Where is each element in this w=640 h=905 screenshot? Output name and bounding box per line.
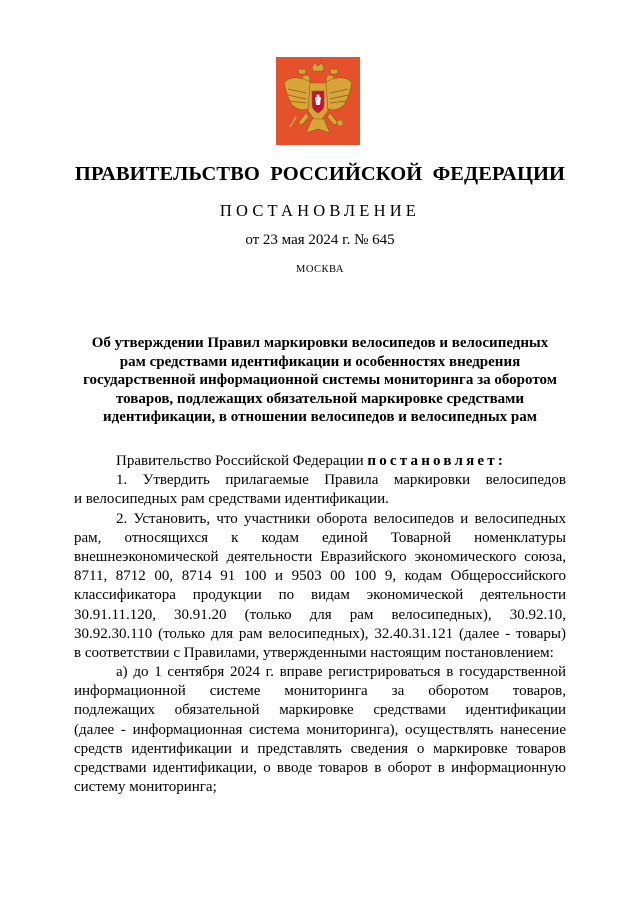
body-line: и велосипедных рам средствами идентификации.: [74, 491, 389, 508]
body-line: 30.92.30.110 (только для рам велосипедных), 32.40.31.121 (далее - товары): [74, 625, 566, 642]
document-city: МОСКВА: [296, 264, 344, 275]
body-paragraphs: [74, 471, 566, 797]
body-line: а) до 1 сентября 2024 г. вправе регистрироваться в государственной: [116, 664, 566, 681]
body-line: 30.91.11.120, 30.91.20 (только для рам велосипедных), 30.92.10,: [74, 606, 566, 623]
intro-text: Правительство Российской Федерации: [116, 453, 368, 469]
body-line: 1. Утвердить прилагаемые Правила маркировки велосипедов: [116, 472, 566, 489]
body-line: классификатора продукции по видам экономической деятельности: [74, 587, 566, 604]
title-line: товаров, подлежащих обязательной маркировке средствами: [115, 390, 525, 407]
body-line: 2. Установить, что участники оборота велосипедов и велосипедных: [116, 510, 566, 527]
body-line: средств идентификации и представлять сведения о маркировке товаров: [74, 740, 566, 757]
document-title: [74, 334, 566, 427]
body-line: внешнеэкономической деятельности Евразийского экономического союза,: [74, 548, 566, 565]
title-line: рам средствами идентификации и особенностях внедрения: [119, 353, 521, 370]
body-line: (далее - информационная система мониторинга), осуществлять нанесение: [74, 721, 566, 738]
document-date-number: от 23 мая 2024 г. № 645: [245, 232, 395, 248]
title-line: идентификации, в отношении велосипедов и велосипедных рам: [103, 409, 537, 426]
title-line: государственной информационной системы мониторинга за оборотом: [83, 372, 557, 389]
title-line: Об утверждении Правил маркировки велосипедов и велосипедных: [91, 335, 549, 351]
body-line: подлежащих обязательной маркировке средствами идентификации: [74, 702, 566, 719]
document-body: [74, 452, 566, 797]
body-line: рам, относящихся к кодам единой Товарной номенклатуры: [74, 529, 566, 546]
body-line: систему мониторинга;: [74, 779, 217, 796]
intro-emphasis: постановляет:: [367, 453, 507, 469]
intro-paragraph: [74, 452, 566, 471]
coat-of-arms-russia-icon: [276, 57, 360, 145]
document-type: ПОСТАНОВЛЕНИЕ: [219, 201, 421, 220]
body-line: 8711, 8712 00, 8714 91 100 и 9503 00 100 9, кодам Общероссийского: [74, 568, 566, 585]
body-line: информационной системе мониторинга за оборотом товаров,: [74, 683, 566, 700]
government-name: ПРАВИТЕЛЬСТВО РОССИЙСКОЙ ФЕДЕРАЦИИ: [74, 163, 566, 185]
body-line: в соответствии с Правилами, утвержденными настоящим постановлением:: [74, 644, 554, 661]
body-line: средствами идентификации, о вводе товаров в оборот в информационную: [74, 760, 566, 776]
